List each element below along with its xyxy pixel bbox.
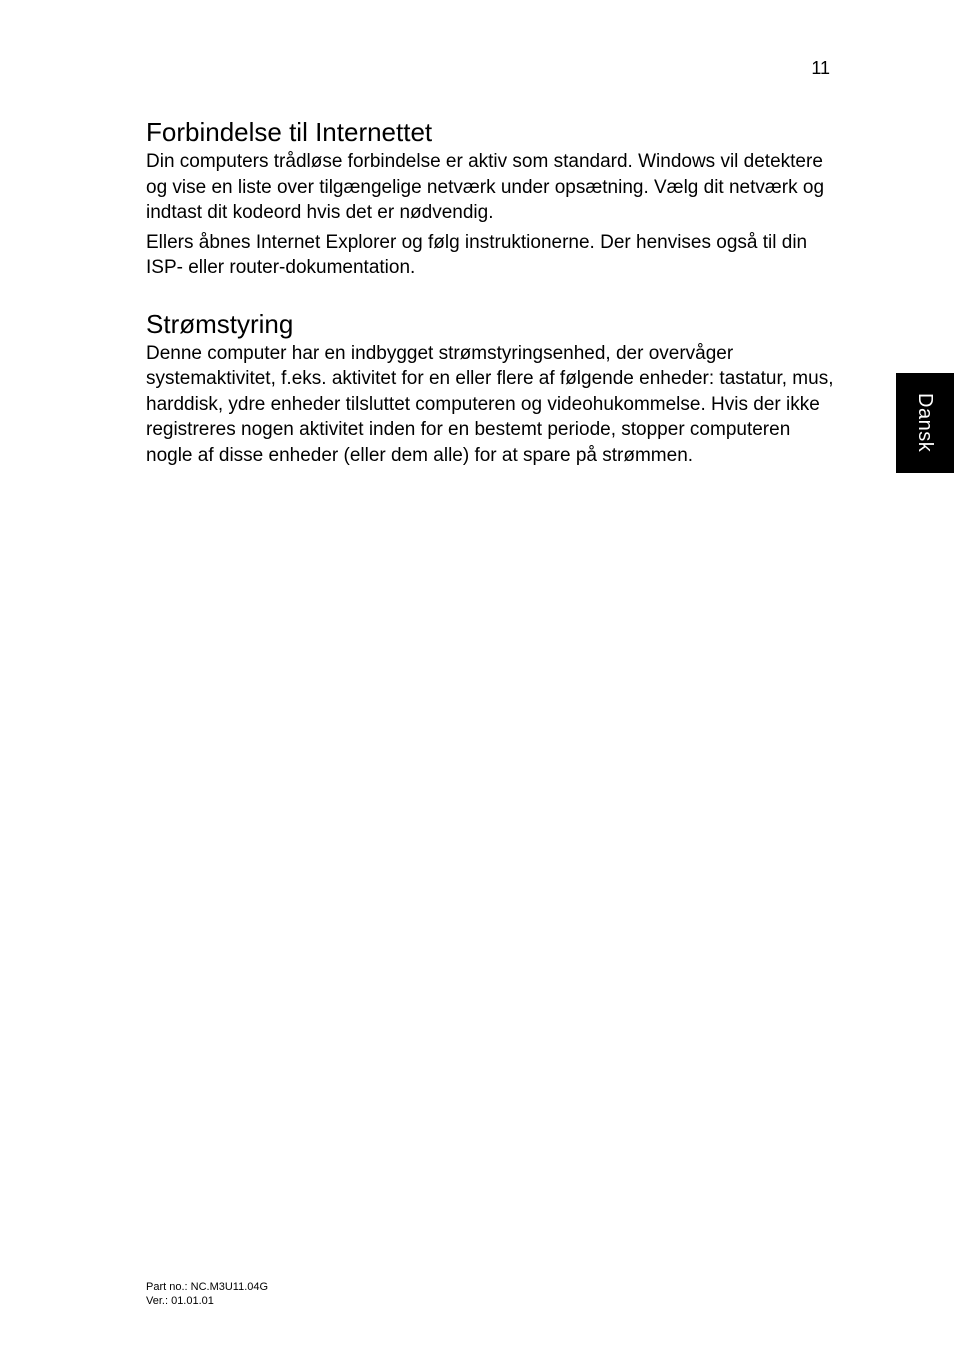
section-paragraph: Denne computer har en indbygget strømstyringsenhed, der overvåger systemaktivitet, f.eks. aktivitet for en eller flere af følgende enheder: tastatur, mus, harddisk, ydre enheder tilsluttet computeren og videohukommelse. Hvis der ikke registreres nogen aktivitet inden for en bestemt periode, stopper computeren nogle af disse enheder (eller dem alle) for at spare på strømmen.: [146, 342, 834, 466]
section-power-management: [146, 308, 836, 469]
footer: [146, 1280, 268, 1308]
page-number: 11: [811, 58, 830, 78]
footer-version: Ver.: 01.01.01: [146, 1295, 214, 1307]
footer-part-number: Part no.: NC.M3U11.04G: [146, 1281, 269, 1293]
section-internet-connection: [146, 116, 836, 281]
section-heading: Forbindelse til Internettet: [146, 117, 433, 147]
section-paragraph: Din computers trådløse forbindelse er aktiv som standard. Windows vil detektere og vise en liste over tilgængelige netværk under opsætning. Vælg dit netværk og indtast dit kodeord hvis det er nødvendig.: [146, 151, 825, 223]
section-heading: Strømstyring: [146, 308, 294, 339]
language-tab-label: Dansk: [914, 393, 936, 453]
main-content: [146, 116, 836, 468]
section-paragraph: Ellers åbnes Internet Explorer og følg instruktionerne. Der henvises også til din ISP- eller router-dokumentation.: [146, 231, 808, 278]
language-tab: [896, 373, 954, 473]
